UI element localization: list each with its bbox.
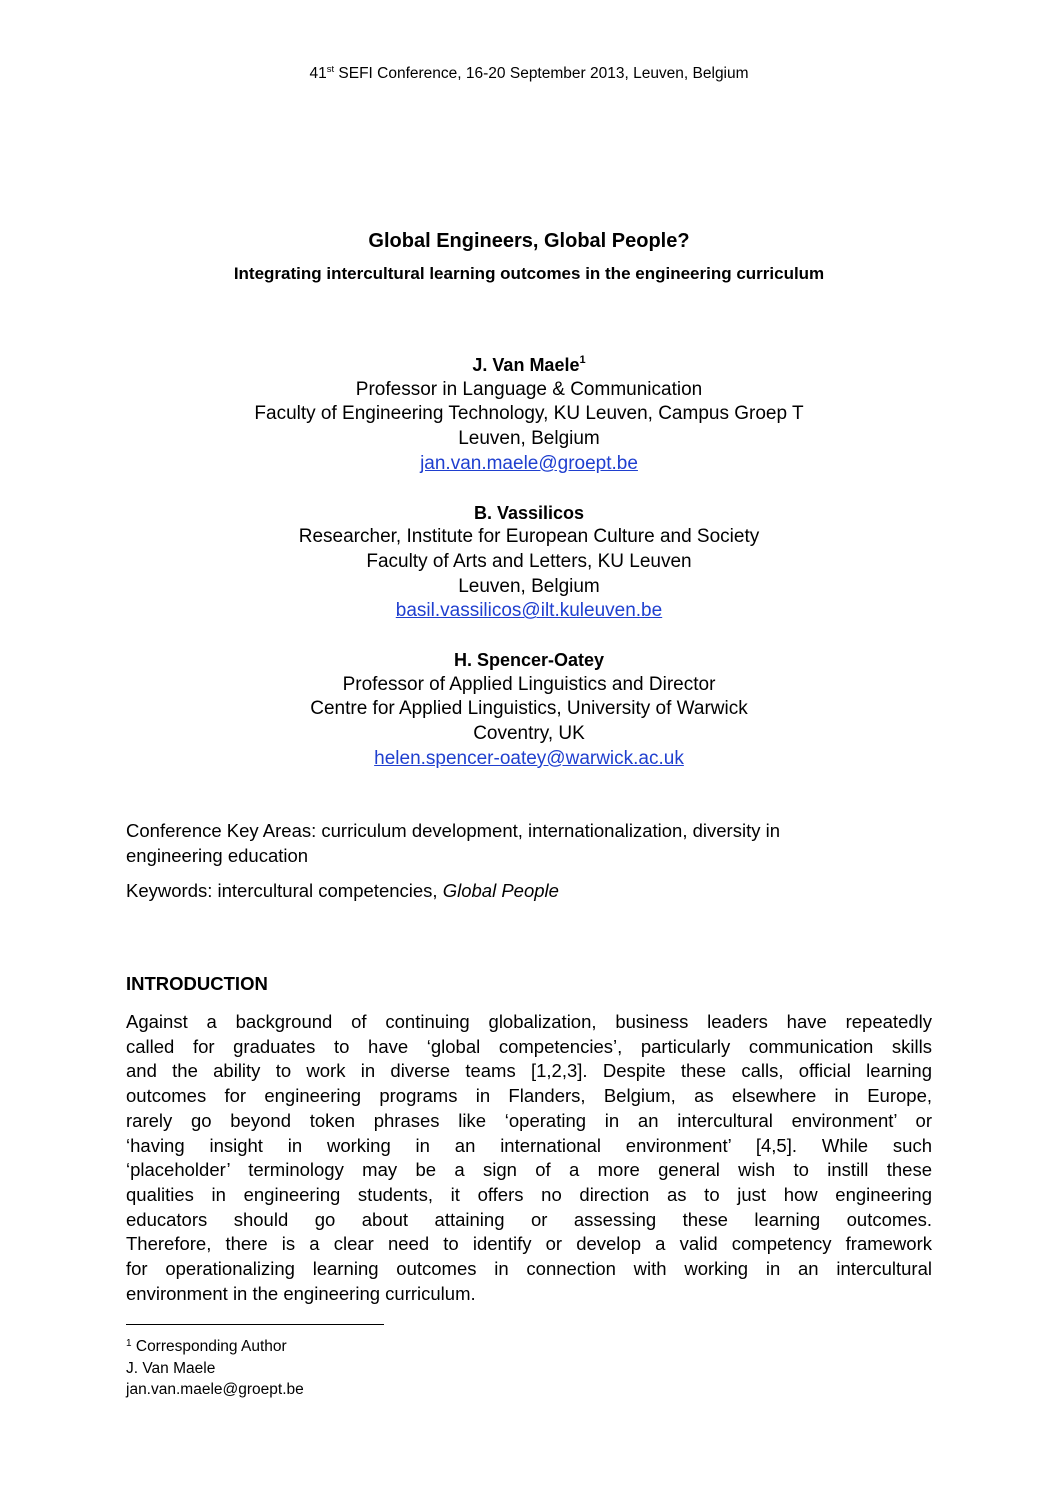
footnote	[126, 1333, 304, 1401]
author-name: H. Spencer-Oatey	[453, 650, 605, 671]
footnote-label-text: Corresponding Author	[131, 1338, 287, 1355]
author-position: Professor of Applied Linguistics and Director	[342, 673, 716, 695]
author-name	[0, 348, 1058, 378]
running-head	[0, 64, 1058, 83]
author-email-link[interactable]: jan.van.maele@groept.be	[420, 452, 638, 474]
author-position: Professor in Language & Communication	[355, 378, 703, 400]
author-affiliation: Faculty of Arts and Letters, KU Leuven	[366, 550, 692, 572]
keywords-text: Keywords: intercultural competencies,	[126, 880, 443, 901]
author-location: Leuven, Belgium	[458, 428, 600, 450]
paragraph-line-last: environment in the engineering curriculum.	[126, 1282, 476, 1304]
author-block	[0, 648, 1058, 772]
paragraph-line: outcomes for engineering programs in Flanders, Belgium, as elsewhere in Europe,	[126, 1085, 932, 1107]
key-areas-line: Conference Key Areas: curriculum development, internationalization, diversity in	[126, 820, 780, 841]
ordinal-suffix: st	[326, 64, 335, 75]
author-email-link[interactable]: helen.spencer-oatey@warwick.ac.uk	[374, 747, 684, 769]
author-email-link[interactable]: basil.vassilicos@ilt.kuleuven.be	[395, 600, 663, 622]
footnote-label	[126, 1333, 304, 1358]
key-areas-line: engineering education	[126, 844, 309, 866]
paragraph-line: Therefore, there is a clear need to identify or develop a valid competency framework	[126, 1233, 932, 1255]
paper-subtitle: Integrating intercultural learning outcomes in the engineering curriculum	[233, 264, 825, 283]
paragraph-line: and the ability to work in diverse teams [1,2,3]. Despite these calls, official learning	[126, 1060, 932, 1082]
conference-key-areas	[126, 819, 932, 868]
author-name: B. Vassilicos	[473, 502, 585, 523]
paragraph-line: called for graduates to have ‘global competencies’, particularly communication skills	[126, 1035, 932, 1057]
footnote-mark: 1	[579, 354, 586, 366]
paragraph-line: rarely go beyond token phrases like ‘operating in an intercultural environment’ or	[126, 1109, 932, 1131]
introduction-paragraph	[126, 1010, 932, 1306]
author-name-text: J. Van Maele	[472, 355, 580, 375]
paragraph-line: for operationalizing learning outcomes in connection with working in an intercultural	[126, 1258, 932, 1280]
author-position: Researcher, Institute for European Culture and Society	[298, 526, 760, 548]
paper-title: Global Engineers, Global People?	[368, 230, 690, 252]
author-location: Leuven, Belgium	[458, 575, 600, 597]
footnote-email: jan.van.maele@groept.be	[126, 1381, 304, 1398]
conference-info: SEFI Conference, 16-20 September 2013, Leuven, Belgium	[334, 65, 749, 82]
footnote-name: J. Van Maele	[126, 1359, 216, 1377]
paragraph-line: Against a background of continuing globalization, business leaders have repeatedly	[126, 1011, 932, 1032]
keywords	[126, 879, 932, 904]
author-affiliation: Faculty of Engineering Technology, KU Leuven, Campus Groep T	[254, 403, 804, 425]
author-block	[0, 348, 1058, 477]
paragraph-line: qualities in engineering students, it offers no direction as to just how engineering	[126, 1183, 932, 1205]
conference-number: 41	[309, 65, 327, 82]
author-list	[0, 348, 1058, 796]
paragraph-line: ‘placeholder’ terminology may be a sign of a more general wish to instill these	[126, 1159, 932, 1181]
keywords-italic: Global People	[442, 880, 559, 901]
footnote-mark: 1	[126, 1338, 132, 1349]
paragraph-line: ‘having insight in working in an international environment’ [4,5]. While such	[126, 1134, 932, 1156]
author-location: Coventry, UK	[473, 723, 585, 745]
section-heading: INTRODUCTION	[126, 973, 268, 994]
paragraph-line: educators should go about attaining or assessing these learning outcomes.	[126, 1208, 932, 1230]
footnote-divider	[126, 1324, 384, 1325]
author-block	[0, 501, 1058, 625]
author-affiliation: Centre for Applied Linguistics, University of Warwick	[310, 698, 748, 720]
